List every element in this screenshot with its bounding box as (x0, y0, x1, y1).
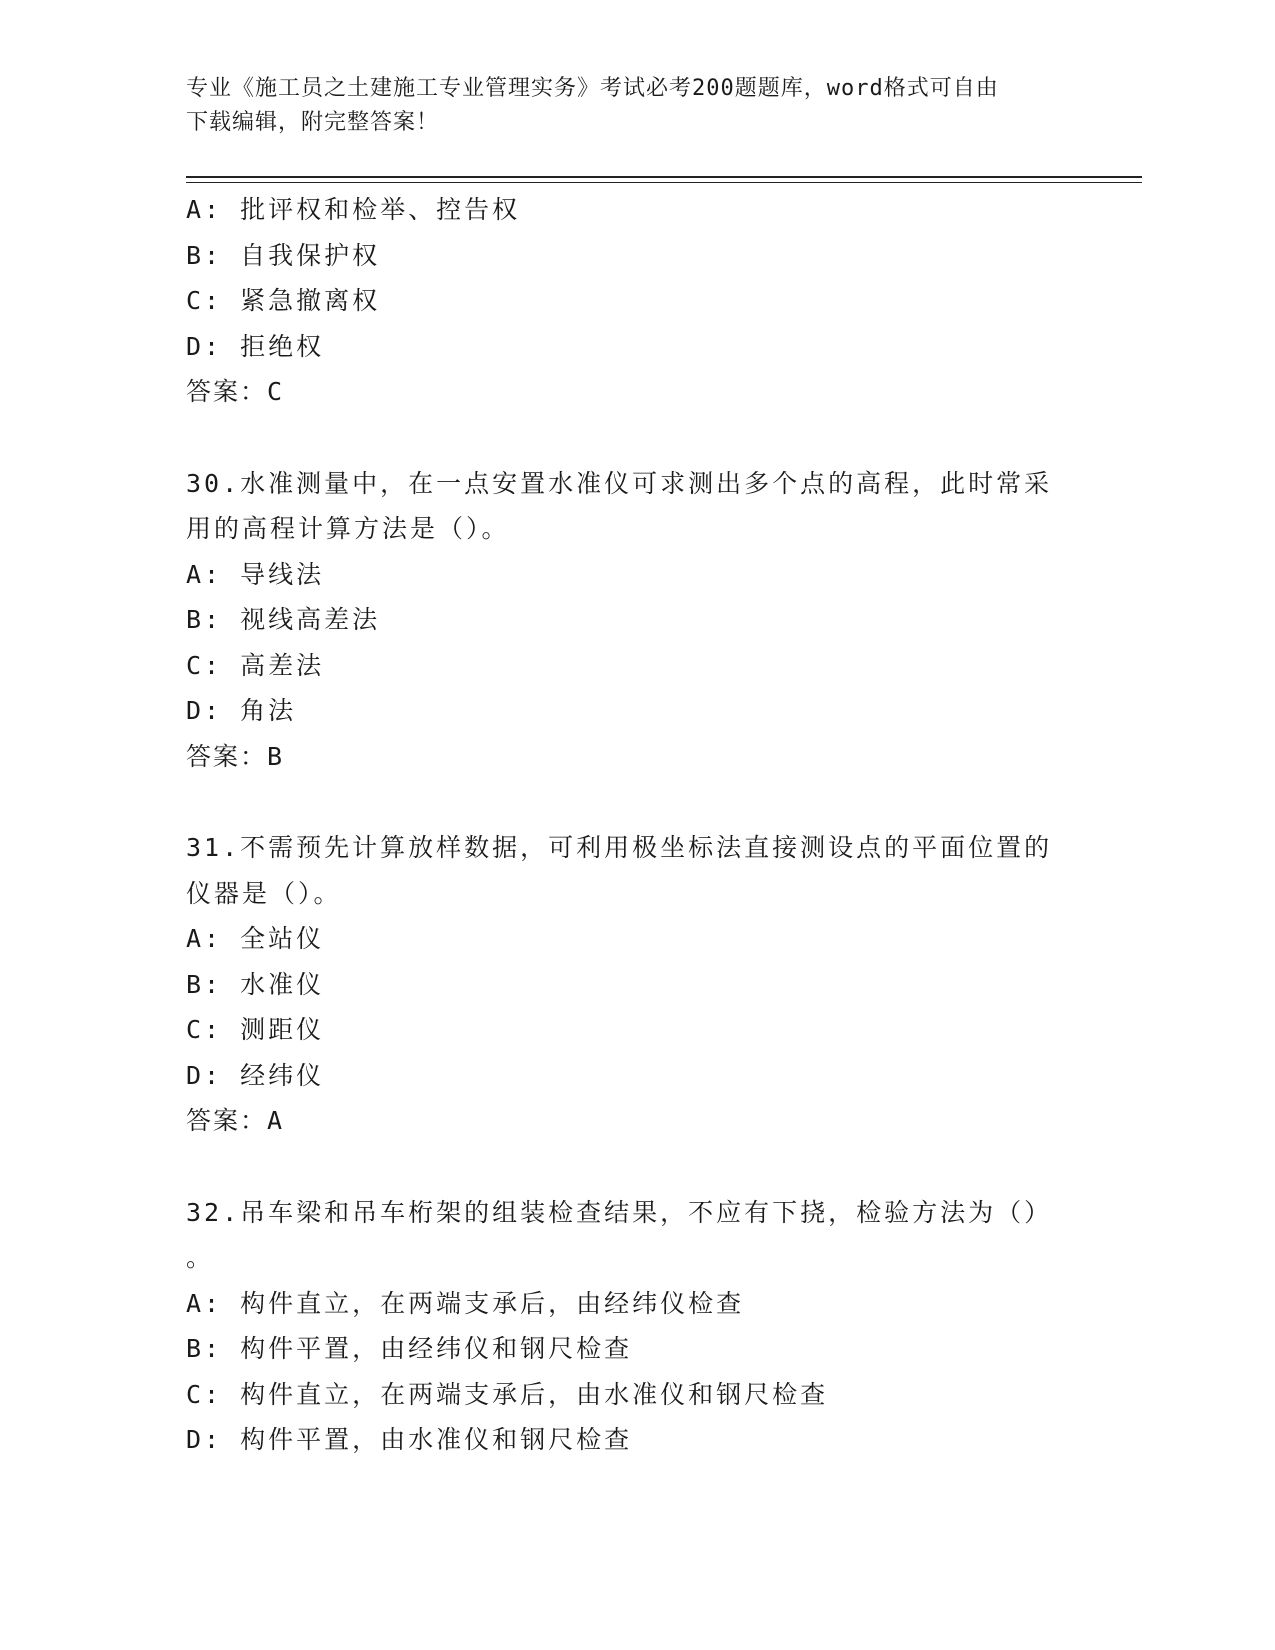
header-divider-thick (186, 176, 1142, 178)
header-divider-thin (186, 182, 1142, 183)
question-31-block (186, 825, 1086, 1144)
option-d: D: 角法 (186, 696, 297, 725)
question-spacer (186, 779, 1086, 825)
option-d: D: 拒绝权 (186, 331, 325, 361)
header-line-2: 下载编辑，附完整答案！ (186, 110, 440, 135)
answer-label: 答案： (186, 1106, 268, 1135)
option-b: B: 视线高差法 (186, 605, 381, 634)
option-c: C: 紧急撤离权 (186, 286, 381, 315)
answer-value: A (267, 1106, 285, 1135)
question-stem-line-1: 30.水准测量中，在一点安置水准仪可求测出多个点的高程，此时常采 (186, 468, 1053, 498)
option-c: C: 构件直立，在两端支承后，由水准仪和钢尺检查 (186, 1379, 829, 1409)
option-a: A: 导线法 (186, 559, 325, 589)
question-stem-line-1: 32.吊车梁和吊车桁架的组装检查结果，不应有下挠，检验方法为（） (186, 1197, 1053, 1227)
answer-label: 答案： (186, 741, 268, 771)
option-d: D: 构件平置，由水准仪和钢尺检查 (186, 1425, 633, 1454)
option-b: B: 构件平置，由经纬仪和钢尺检查 (186, 1334, 633, 1363)
question-stem-line-2: 。 (186, 1243, 215, 1272)
document-header (186, 72, 1066, 140)
answer-label: 答案： (186, 377, 268, 406)
header-line-1: 专业《施工员之土建施工专业管理实务》考试必考200题题库，word格式可自由 (186, 76, 999, 101)
question-30-block (186, 461, 1086, 780)
option-d: D: 经纬仪 (186, 1060, 325, 1090)
question-32-block (186, 1190, 1086, 1463)
option-a: A: 批评权和检举、控告权 (186, 195, 521, 224)
answer-line (186, 369, 1086, 415)
option-a: A: 构件直立，在两端支承后，由经纬仪检查 (186, 1288, 745, 1318)
option-b: B: 水准仪 (186, 969, 325, 999)
question-stem-line-2: 用的高程计算方法是（）。 (186, 514, 510, 543)
question-spacer (186, 415, 1086, 461)
question-stem-line-2: 仪器是（）。 (186, 878, 342, 908)
option-b: B: 自我保护权 (186, 240, 381, 270)
option-c: C: 高差法 (186, 650, 325, 680)
question-spacer (186, 1144, 1086, 1190)
answer-value: B (267, 741, 285, 771)
option-a: A: 全站仪 (186, 924, 325, 953)
answer-line (186, 1098, 1086, 1144)
answer-line (186, 734, 1086, 780)
option-c: C: 测距仪 (186, 1015, 325, 1044)
question-stem-line-1: 31.不需预先计算放样数据，可利用极坐标法直接测设点的平面位置的 (186, 833, 1053, 862)
question-29-block (186, 187, 1086, 415)
answer-value: C (267, 377, 285, 406)
question-content (186, 187, 1086, 1463)
